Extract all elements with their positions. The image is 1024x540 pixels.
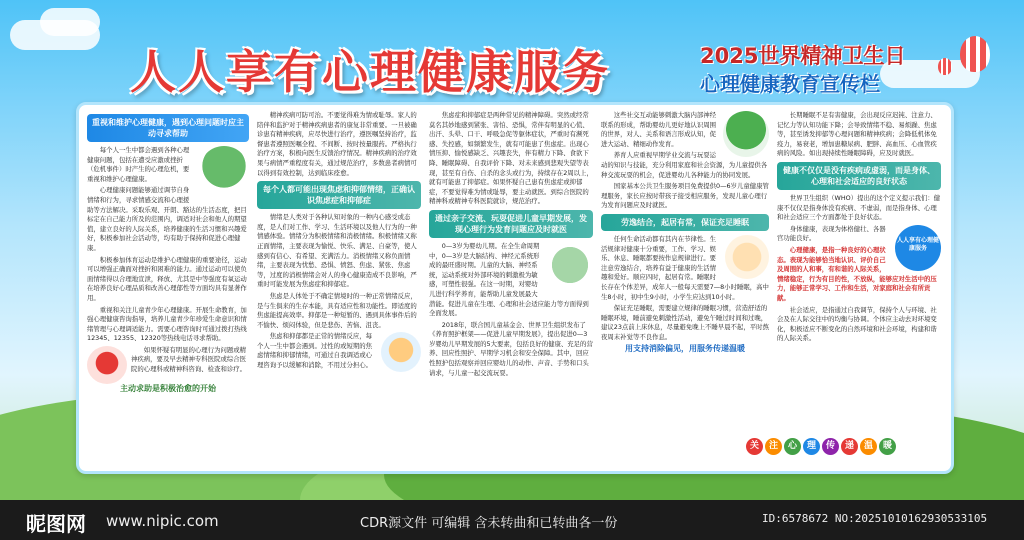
slogan-badge: 暖 bbox=[879, 438, 896, 455]
slogan-badge: 递 bbox=[841, 438, 858, 455]
slogan-badge: 注 bbox=[765, 438, 782, 455]
slogan-badge: 理 bbox=[803, 438, 820, 455]
paragraph: 焦虑症和抑郁症是两种常见的精神障碍。突然或经常莫名其妙地感到紧张、害怕、恐惧，常伴有明显的心慌、出汗、头晕、口干、呼吸急促等躯体症状，严重时有濒死感、失控感，如频繁发生，就有可能患了焦虑症。出现心情压抑、愉悦感缺乏、兴趣丧失，伴有精力下降、食欲下降、睡眠障碍、自我评价下降、对未来感到悲观失望等表现，甚至有自伤、自杀的念头或行为，持续存在2周以上，就有可能患了抑郁症。如果怀疑自己患有焦虑症或抑郁症，不要觉得难为情或耻辱，要主动就医。到综合医院的精神科或精神专科医院就诊，规范治疗。 bbox=[429, 111, 593, 206]
paragraph: 这些社交互动能够刺激大脑内部神经联系的形成，帮助婴幼儿更好地认识周围的世界，对人、关系和语言形成认知，促进大运动、精细动作发育。 bbox=[601, 111, 717, 148]
column-3 bbox=[429, 111, 593, 471]
section-heading: 健康不仅仅是没有疾病或虚弱，而是身体、心理和社会适应的良好状态 bbox=[777, 162, 941, 190]
paragraph: 积极参加体育运动是维护心理健康的重要途径，运动可以增强正确面对挫折和困难的能力。通过运动可以使负面情绪得以合理地宣泄，释放、尤其是中等强度有氧运动在培养良好心理品质和改善心理郁性等方面均具有显著作用。 bbox=[87, 255, 247, 302]
paragraph: 情绪是人类对于各种认知对象的一种内心感受或态度，是人们对工作、学习、生活环境以及他人行为的一种情感体验。情绪分为积极情绪和消极情绪。积极情绪又称正面情绪，主要表现为愉悦、快乐、满足、自豪等，使人感到有信心、有希望、充满活力。消极情绪又称负面情绪，主要表现为忧愁、恐惧、愤怒、焦虑、紧张、焦虑等，过度的消极情绪会对人的身心健康造成不良影响，严重时可能发展为焦虑症和抑郁症。 bbox=[257, 213, 417, 289]
paragraph: 保证充足睡眠，需要建立规律的睡眠习惯，营造舒适的睡眠环境，睡前避免刺激性活动，避免午睡过时间和过晚，建议23点前上床休息，尽量避免晚上不睡早晨不起，平时熬夜周末补觉等不良作息。 bbox=[601, 304, 769, 341]
file-info: CDR源文件 可编辑 含未转曲和已转曲各一份 bbox=[360, 516, 618, 531]
page-title: 人人享有心理健康服务 bbox=[130, 45, 610, 99]
section-heading: 通过亲子交流、玩耍促进儿童早期发展，发现心理行为发育问题应及时就医 bbox=[429, 210, 593, 238]
subtitle-year: 2025世界精神卫生日 bbox=[700, 44, 906, 68]
tree-illustration-icon bbox=[199, 146, 249, 196]
site-logo: 昵图网 bbox=[26, 512, 86, 536]
slogan-badge: 心 bbox=[784, 438, 801, 455]
paragraph: 社会适应，是指通过自我调节，保持个人与环境、社会及在人际交往中的均衡与协调。个体应主动去对环境变化，积极适应不断变化的自然环境和社会环境，构建和谐的人际关系。 bbox=[777, 305, 937, 343]
paragraph: 长期睡眠不足有害健康，会出现反应迟钝、注意力、记忆力等认知功能下降；会导致情绪不稳、易烦躁、焦虑等，甚至诱发抑郁等心理问题和精神疾病；会降低机体免疫力，易衰老，增加患糖尿病、肥胖、高血压、心血管疾病的风险。如出现持续性睡眠障碍，应及时就医。 bbox=[777, 111, 937, 158]
paragraph: 0—3岁为婴幼儿期。在全生命周期中，0—3岁是大脑结构、神经元系统形成的最旺盛时期。儿童的大脑、神经系统，运动系统对外部环境的刺激极为敏感，可塑性很强。在这一时期，对婴幼儿进行科学养育，能帮助儿童发展最大潜能。促进儿童在生理、心理和社会适应能力等方面得到全面发展。 bbox=[429, 241, 589, 318]
paragraph: 心理健康，是指一种良好的心理状态。表现为能够恰当地认识、评价自己及周围的人和事，有和谐的人际关系，情绪稳定，行为有目的性，不放纵，能够应对生活中的压力，能够正常学习、工作和生活，对家庭和社会有所贡献。 bbox=[777, 245, 937, 302]
paragraph: 如果怀疑有明显的心理行为问题或精神疾病，要及早去精神专科医院或综合医院的心理科或精神科咨询、检查和诊疗。 bbox=[131, 345, 247, 374]
content-panel bbox=[76, 102, 954, 474]
column-footer: 用支持消除偏见，用服务传递温暖 bbox=[625, 344, 745, 354]
subtitle-topic: 心理健康教育宣传栏 bbox=[700, 72, 880, 96]
slogan-badge: 传 bbox=[822, 438, 839, 455]
paragraph: 重视和关注儿童青少年心理健康。开展生命教育，加强心理健康咨询指导，培养儿童青少年珍爱生命意识和情绪管理与心理调适能力。需要心理咨询时可通过拨打热线12345、12355、12320等热线电话寻求帮助。 bbox=[87, 305, 247, 343]
paragraph: 世界卫生组织（WHO）提出的这个定义提示我们：健康不仅仅是指身体没有疾病、不虚弱，而是指身体、心理和社会适应三个方面都处于良好状态。 bbox=[777, 193, 941, 222]
slogan-badge: 温 bbox=[860, 438, 877, 455]
slogan-badge: 关 bbox=[746, 438, 763, 455]
site-url: www.nipic.com bbox=[106, 512, 219, 530]
watermark-footer bbox=[0, 500, 1024, 540]
column-1 bbox=[87, 111, 249, 471]
cloud bbox=[40, 8, 100, 36]
tree-illustration-icon bbox=[723, 111, 769, 157]
sleeping-child-icon bbox=[725, 235, 769, 279]
hot-air-balloon-icon bbox=[938, 58, 952, 75]
paragraph: 2018年，联合国儿童基金会、世界卫生组织发布了《养育照护框架——促进儿童早期发展》，提出促进0—3岁婴幼儿早期发展的5大要素，包括良好的健康、充足的营养、回应性照护、早期学习机会和安全保障。其中，回应性照护包括观察并回应婴幼儿的动作、声音、手势和口头请求，与儿童一起交流玩耍。 bbox=[429, 320, 593, 377]
section-heading: 每个人都可能出现焦虑和抑郁情绪，正确认识焦虑症和抑郁症 bbox=[257, 181, 421, 209]
paragraph: 心理健康问题能够通过调节自身情绪和行为，寻求情感交流和心理援助等方法解决。采取乐观、开朗、豁达的生活态度，把目标定在自己能力所及的范围内，调适对社会和他人的期望值，建立良好的人际关系，培养健康的生活习惯和兴趣爱好，积极参加社会活动等，均有助于保持和促进心理健康。 bbox=[87, 186, 247, 252]
column-2 bbox=[257, 111, 421, 471]
column-4 bbox=[601, 111, 769, 471]
paragraph: 身体健康，表现为体格健壮、各器官功能良好。 bbox=[777, 224, 886, 243]
stamp-text: 人人享有心理健康服务 bbox=[896, 236, 939, 252]
paragraph: 任何生命活动都有其内在节律性。生活规律对健康十分重要，工作、学习、娱乐、休息、睡眠都要按作息规律进行。要注意劳逸结合，培养有益于健康的生活情趣和爱好。顺应四时，起居有常。睡眠时长存在个体差异，成年人一般每天需要7—8小时睡眠，高中生8小时，初中生9小时，小学生应达到10小时。 bbox=[601, 234, 769, 301]
stamp-badge bbox=[895, 225, 941, 271]
paragraph: 国家基本公共卫生服务项目免费提供0—6岁儿童健康管理服务，家长应按时带孩子接受相应服务，发现儿童心理行为发育问题应及时就医。 bbox=[601, 182, 769, 210]
paragraph: 养育人应重视早期学业交流与玩耍运动的知识与技能，充分利用家庭和社会资源，为儿童提供各种交流玩耍的机会，促进婴幼儿各种能力的协同发展。 bbox=[601, 151, 768, 179]
section-heading: 重视和维护心理健康，遇到心理问题时应主动寻求帮助 bbox=[87, 114, 249, 142]
section-heading: 劳逸结合，起居有常，保证充足睡眠 bbox=[601, 214, 769, 231]
paragraph: 精神疾病可防可治。不要觉得难为情或耻辱。家人的陪伴和监护对于精神疾病患者的康复非常重要。一旦被确诊患有精神疾病，应尽快进行治疗，遵医嘱坚持治疗，监督患者遵照医嘱全程、不间断、按时按量服药。严格执行治疗方案，积极向医生反馈治疗情况。精神疾病的治疗效果与病情严重程度有关，通过规范治疗，多数患者病情可以得到有效控制，达到临床痊愈。 bbox=[257, 111, 417, 177]
paragraph: 焦虑和抑郁都是正常的情绪反应，每个人一生中都会遇到。过性的或短期的焦虑情绪和抑郁情绪，可通过自我调适或心理咨询予以缓解和消除，不用过分担心。 bbox=[257, 332, 373, 370]
image-id: ID:6578672 NO:20251010162930533105 bbox=[762, 512, 988, 525]
worried-person-icon bbox=[381, 332, 421, 372]
column-5 bbox=[777, 111, 941, 471]
slogan-badges bbox=[746, 438, 896, 455]
children-playing-icon bbox=[547, 242, 593, 288]
heart-hands-icon bbox=[87, 346, 127, 384]
paragraph: 每个人一生中都会遇到各种心理健康问题，包括在遭受应激或挫折（危机事件）时产生的心理危机，要重视和维护心理健康。 bbox=[87, 146, 190, 183]
paragraph: 焦虑是人体处于不确定情境时的一种正常情绪反应，是与生俱来的生存本能，具有适应性和功能性。即适度的焦虑能提高效率。抑郁是一种短暂的、遇到具体事件后的不愉快、烦闷体验，但是悲伤、苦恼、沮丧。 bbox=[257, 291, 417, 329]
column-footer: 主动求助是积极治愈的开始 bbox=[120, 383, 216, 393]
hot-air-balloon-icon bbox=[960, 36, 990, 72]
